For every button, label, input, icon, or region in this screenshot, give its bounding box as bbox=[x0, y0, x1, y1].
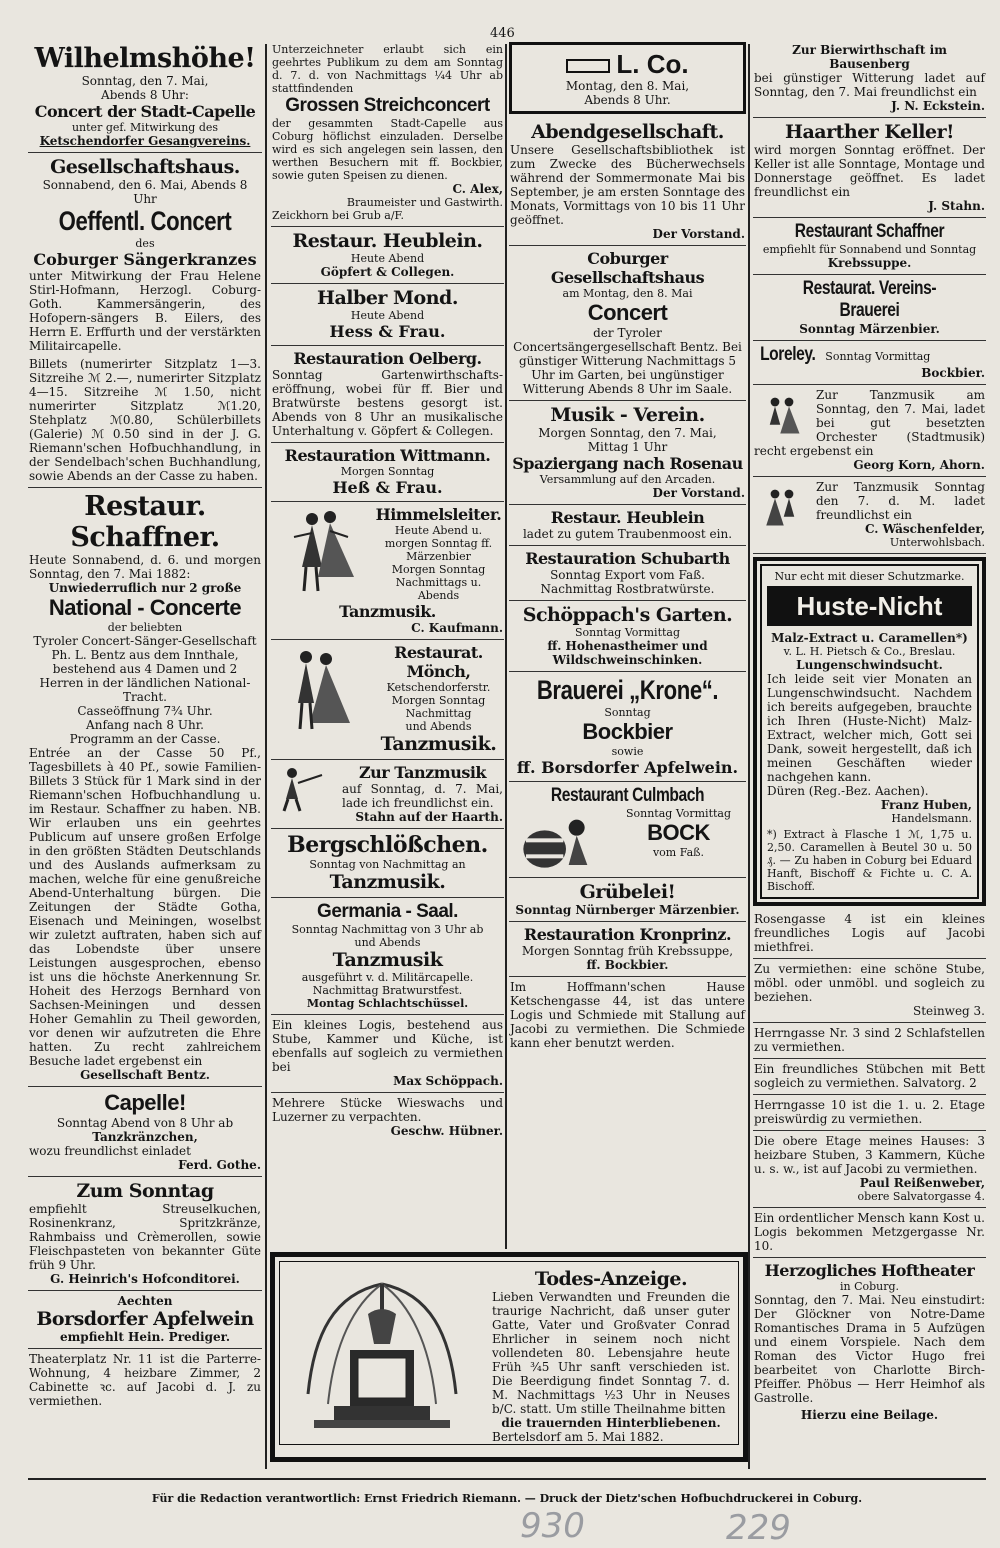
ad-text: Versammlung auf den Arcaden. bbox=[539, 473, 716, 486]
ad-body: Zu vermiethen: eine schöne Stube, möbl. oder unmöbl. und sogleich zu beziehen. bbox=[754, 962, 985, 1004]
notice-title: Todes-Anzeige. bbox=[534, 1268, 688, 1290]
ad-text: Abends 8 Uhr: bbox=[101, 88, 189, 102]
ad-text: Unterwohlsbach. bbox=[889, 536, 985, 549]
ad-haarther-keller bbox=[753, 118, 986, 218]
column-2 bbox=[271, 40, 504, 1247]
ad-headline: Tanzmusik. bbox=[329, 871, 446, 893]
ad-footnote: *) Extract à Flasche 1 ℳ, 1,75 u. 2,50. Caramellen à Beutel 30 u. 50 ₰. — Zu haben in Coburg bei Eduard Hanft, Bischoff & Fichte u. C. A. Bischoff. bbox=[767, 828, 972, 893]
ad-body: Entrée an der Casse 50 Pf., Tagesbillets à 40 Pf., sowie Familien-Billets 3 Stück für 1 Mark sind in der Riemann'schen Hofbuchhandlung u. im Restaur. Schaffner zu haben. NB. Wir erlauben uns ein geehrtes Publicum auf unsere großen Erfolge in den größten Städten Deutschlands und des Auslands aufmerksam zu machen, welche für eine genußreiche Abend-Unterhaltung bürgen. Die Zeitungen der Städte Gotha, Eisenach und Meiningen, woselbst wir zuletzt auftraten, haben sich auf das Lobendste über unsere Leistungen ausgesprochen, ebenso ist uns die höchste Anerkennung Sr. Hoheit des Herzogs Bernhard von Sachsen-Meiningen und dessen Hoher Gemahlin zu Theil geworden, vor denen wir aufzutreten die Ehre hatten. Zu recht zahlreichem Besuche ladet ergebenst ein bbox=[29, 746, 261, 1068]
ad-bergschloesschen bbox=[271, 829, 504, 898]
ad-streichconcert bbox=[271, 40, 504, 227]
ad-text: Casseöffnung 7¾ Uhr. bbox=[77, 704, 213, 718]
ad-capelle bbox=[28, 1087, 262, 1177]
ad-headline: Tanzmusik. bbox=[380, 733, 497, 755]
ad-text: vom Faß. bbox=[652, 846, 705, 859]
dancing-couple-illustration bbox=[754, 390, 810, 442]
ad-text: Morgen Sonntag Nachmittag bbox=[391, 694, 486, 720]
ad-text: Handelsmann. bbox=[891, 812, 972, 825]
ad-text: Programm an der Casse. bbox=[69, 732, 221, 746]
ad-text: Morgen Sonntag, den 7. Mai, bbox=[538, 426, 717, 440]
ad-text: Heute Sonnabend, d. 6. und morgen Sonntag, den 7. Mai 1882: bbox=[29, 553, 261, 581]
ad-signature: Gesellschaft Bentz. bbox=[80, 1068, 210, 1082]
ad-theaterplatz bbox=[28, 1349, 262, 1412]
ad-text: obere Salvatorgasse 4. bbox=[857, 1190, 985, 1203]
ad-restaurant-schaffner bbox=[753, 218, 986, 275]
ad-text: Sonntag Nachmittag von 3 Uhr ab bbox=[291, 923, 484, 936]
ad-title: Brauerei „Krone“. bbox=[536, 675, 719, 705]
ad-text: in Coburg. bbox=[839, 1280, 900, 1293]
ad-signature: Steinweg 3. bbox=[912, 1004, 985, 1018]
ad-text: v. L. H. Pietsch & Co., Breslau. bbox=[783, 645, 956, 658]
death-notice bbox=[270, 1252, 748, 1462]
ad-title: Coburger Gesellschaftshaus bbox=[550, 249, 705, 287]
page-number: 446 bbox=[490, 26, 515, 41]
ad-body: Mehrere Stücke Wieswachs und Luzerner zu verpachten. bbox=[272, 1096, 503, 1124]
ad-text: Hierzu eine Beilage. bbox=[800, 1408, 939, 1422]
ad-text: Tyroler Concert-Sänger-Gesellschaft Ph. L. Bentz aus dem Innthale, bestehend aus 4 Damen und 2 Herren in der ländlichen National-Tracht. bbox=[33, 634, 257, 704]
ad-text: ff. Bockbier. bbox=[586, 958, 669, 972]
ad-text: Ketschendorferstr. bbox=[386, 681, 491, 694]
ad-text: Mittag 1 Uhr bbox=[587, 440, 668, 454]
ad-loreley bbox=[753, 341, 986, 385]
notice-signature: die trauernden Hinterbliebenen. bbox=[501, 1416, 721, 1430]
ad-signature: Geschw. Hübner. bbox=[390, 1124, 503, 1138]
ad-text: Aechten bbox=[117, 1294, 173, 1308]
ad-text: Coburger Sängerkranzes bbox=[33, 250, 257, 269]
ad-text: ausgeführt v. d. Militärcapelle. bbox=[301, 971, 474, 984]
ad-body: Theaterplatz Nr. 11 ist die Parterre-Wohnung, 4 heizbare Zimmer, 2 Cabinette ꝛc. auf Jacobi d. J. zu vermiethen. bbox=[29, 1352, 261, 1408]
ad-obere-etage bbox=[753, 1131, 986, 1208]
notice-place-date: Bertelsdorf am 5. Mai 1882. bbox=[492, 1430, 664, 1444]
ad-text: Malz-Extract u. Caramellen*) bbox=[771, 631, 968, 645]
ad-body: Zur Tanzmusik Sonntag den 7. d. M. ladet freundlichst ein bbox=[816, 480, 985, 522]
ad-text: ff. Hohenastheimer und Wildschweinschinken. bbox=[547, 639, 708, 667]
ad-headline: Oeffentl. Concert bbox=[58, 206, 232, 236]
ad-text: unter gef. Mitwirkung des bbox=[71, 121, 219, 134]
ad-text: Braumeister und Gastwirth. bbox=[346, 196, 503, 209]
ad-zu-vermiethen-stube bbox=[753, 959, 986, 1023]
column-rule bbox=[505, 44, 507, 1249]
ad-title: Borsdorfer Apfelwein bbox=[36, 1308, 254, 1330]
ad-text: Sonntag Nürnberger Märzenbier. bbox=[515, 903, 740, 917]
ad-tanzmusik-korn bbox=[753, 385, 986, 477]
ad-l-co bbox=[509, 42, 746, 114]
ad-text: Sonntag Export vom Faß. bbox=[550, 568, 705, 582]
ad-text: Sonntag von Nachmittag an bbox=[309, 858, 466, 871]
ad-text: Sonntag bbox=[604, 706, 651, 719]
ad-signature: C. Alex, bbox=[452, 182, 503, 196]
ad-wilhelmshoehe bbox=[28, 40, 262, 153]
ad-schubarth bbox=[509, 546, 746, 601]
ad-text: Zeickhorn bei Grub a/F. bbox=[272, 209, 404, 222]
ad-text: wozu freundlichst einladet bbox=[29, 1144, 191, 1158]
ad-germania-saal bbox=[271, 898, 504, 1015]
ad-title: Zum Sonntag bbox=[76, 1180, 214, 1202]
ad-text: Nachmittag Bratwurstfest. bbox=[312, 984, 463, 997]
ad-headline: Concert bbox=[587, 300, 668, 325]
ad-title: Grossen Streichconcert bbox=[285, 95, 490, 116]
ad-body: Herrngasse Nr. 3 sind 2 Schlafstellen zu vermiethen. bbox=[754, 1026, 985, 1054]
ad-tanzmusik-waeschenfelder bbox=[753, 477, 986, 554]
dancing-couple-illustration bbox=[272, 507, 368, 595]
ad-headline: Bockbier bbox=[582, 719, 673, 744]
ad-text: Unterzeichneter erlaubt sich ein geehrtes Publikum zu dem am Sonntag d. 7. d. von Nachmittags ¼4 Uhr ab stattfindenden bbox=[272, 43, 503, 95]
ad-bierwirthschaft bbox=[753, 40, 986, 118]
ad-signature: C. Wäschenfelder, bbox=[864, 522, 985, 536]
ad-signature: Georg Korn, Ahorn. bbox=[853, 458, 985, 472]
ad-title: Restaur. Schaffner. bbox=[70, 491, 220, 553]
ad-text: Morgen Sonntag früh Krebssuppe, bbox=[521, 944, 734, 958]
ad-text: des bbox=[135, 237, 155, 250]
ad-headline: Spaziergang nach Rosenau bbox=[512, 454, 743, 473]
column-1 bbox=[28, 40, 262, 1465]
ad-heublein-traubenmoost bbox=[509, 505, 746, 546]
column-3 bbox=[509, 40, 746, 1247]
notice-body: Lieben Verwandten und Freunden die traurige Nachricht, daß unser guter Gatte, Vater und Großvater Conrad Ehrlicher in seinem noch nicht vollendeten 80. Lebensjahre heute Früh ¾5 Uhr sanft verschieden ist. Die Beerdigung findet Sonntag 7. d. M. Nachmittags ½3 Uhr in Neuses b/C. statt. Um stille Theilnahme bitten bbox=[492, 1290, 730, 1416]
dancing-couple-illustration bbox=[272, 645, 368, 733]
ad-musik-verein bbox=[509, 401, 746, 505]
ad-signature: Göpfert & Collegen. bbox=[320, 265, 455, 279]
ad-title: Zur Bierwirthschaft im Bausenberg bbox=[792, 43, 947, 71]
ad-text: Ketschendorfer Gesangvereins. bbox=[39, 134, 251, 148]
ad-rosengasse bbox=[753, 909, 986, 959]
ad-body: Unsere Gesellschaftsbibliothek ist zum Zwecke des Bücherwechsels während der Sommermonate Mai bis September, je am ersten Sonntage des Monats, Vormittags von 10 bis 11 Uhr geöffnet. bbox=[510, 143, 746, 227]
ad-text: Nachmittags u. Abends bbox=[395, 576, 482, 602]
column-4 bbox=[753, 40, 986, 1465]
ad-signature: Paul Reißenweber, bbox=[859, 1176, 985, 1190]
ad-oelberg bbox=[271, 346, 504, 443]
ad-text: sowie bbox=[611, 745, 644, 758]
ad-title: Musik - Verein. bbox=[550, 404, 705, 426]
ad-title: Restaurant Culmbach bbox=[550, 785, 705, 806]
ad-body: empfiehlt Streuselkuchen, Rosinenkranz, Spritzkränze, Rahmbaiss und Crèmerollen, sowie Fleischpasteten von bekannter Güte früh 9 Uhr. bbox=[29, 1202, 261, 1272]
ad-text: und Abends bbox=[405, 720, 472, 733]
ad-title: Restaurat. Mönch, bbox=[394, 643, 483, 681]
ad-body: Ein ordentlicher Mensch kann Kost u. Logis bekommen Metzgergasse Nr. 10. bbox=[754, 1211, 985, 1253]
ad-title: Restaur. Heublein bbox=[550, 508, 705, 527]
ad-huste-nicht bbox=[753, 557, 986, 906]
ad-headline: BOCK bbox=[647, 820, 710, 845]
ad-title: Gesellschaftshaus. bbox=[50, 156, 240, 178]
ad-schoeppachs-garten bbox=[509, 601, 746, 672]
ad-headline: Tanzmusik bbox=[332, 949, 443, 971]
ad-body: Billets (numerirter Sitzplatz 1—3. Sitzreihe ℳ 2.—, numerirter Sitzplatz 4—15. Sitzreihe ℳ 1.50, nicht numerirter Sitzplatz ℳ1.20, Stehplatz ℳ0.80, Schülerbillets (Galerie) ℳ 0.50 sind in der J. G. Riemann'schen Hofbuchhandlung, in der Sendelbach'schen Buchhandlung, sowie Abends an der Casse zu haben. bbox=[29, 357, 261, 483]
ad-body: Im Hoffmann'schen Hause Ketschengasse 44, ist das untere Logis und Schmiede mit Stallung auf Jacobi zu vermiethen. Die Schmiede kann eher benutzt werden. bbox=[510, 980, 745, 1050]
ad-wieswachs bbox=[271, 1093, 504, 1142]
ad-kost-logis bbox=[753, 1208, 986, 1258]
ad-text: Nur echt mit dieser Schutzmarke. bbox=[774, 570, 965, 583]
ad-text: Heute Abend bbox=[350, 309, 425, 322]
ad-title: Germania - Saal. bbox=[317, 901, 458, 922]
emblem-icon bbox=[566, 59, 610, 73]
ad-signature: J. N. Eckstein. bbox=[891, 99, 985, 113]
ad-moench bbox=[271, 640, 504, 760]
ad-body: Rosengasse 4 ist ein kleines freundliches Logis auf Jacobi miethfrei. bbox=[754, 912, 985, 954]
ad-text: Düren (Reg.-Bez. Aachen). bbox=[767, 784, 929, 798]
ad-title: Restaurant Schaffner bbox=[794, 221, 945, 242]
ad-title: Halber Mond. bbox=[317, 287, 458, 309]
ad-wittmann bbox=[271, 443, 504, 502]
ad-title: Restauration Wittmann. bbox=[284, 446, 491, 465]
ad-text: Sonntag Abend von 8 Uhr ab bbox=[56, 1116, 234, 1130]
ad-title: Loreley. bbox=[760, 344, 816, 365]
ad-coburger-gesellschaftshaus bbox=[509, 246, 746, 401]
ad-text: Sonntag Vormittag bbox=[625, 807, 732, 820]
ad-body: Zur Tanzmusik am Sonntag, den 7. Mai, ladet bei gut besetzten Orchester (Stadtmusik) recht ergebenst ein bbox=[754, 388, 985, 458]
ad-body: der gesammten Stadt-Capelle aus Coburg höflichst einzuladen. Derselbe wird es sich angelegen sein lassen, den werthen Besuchern mit ff. Bockbier, sowie guten Speisen zu dienen. bbox=[272, 117, 503, 182]
ad-hoftheater bbox=[753, 1258, 986, 1426]
ad-signature: Heß & Frau. bbox=[332, 478, 443, 497]
ad-text: am Montag, den 8. Mai bbox=[562, 287, 693, 300]
ad-restaur-schaffner bbox=[28, 488, 262, 1087]
ad-title: Zur Tanzmusik bbox=[358, 763, 486, 782]
ad-culmbach bbox=[509, 782, 746, 878]
ad-body: Ein kleines Logis, bestehend aus Stube, Kammer und Küche, ist ebenfalls auf sogleich zu vermiethen bei bbox=[272, 1018, 503, 1074]
ad-apfelwein bbox=[28, 1291, 262, 1349]
ad-body: Sonntag Gartenwirthschafts-eröffnung, wobei für ff. Bier und Bratwürste bestens gesorgt ist. Abends von 8 Uhr an musikalische Unterhaltung v. Göpfert & Collegen. bbox=[272, 368, 503, 438]
trademark-banner: Huste-Nicht bbox=[767, 586, 972, 626]
ad-signature: Der Vorstand. bbox=[652, 486, 745, 500]
ad-text: Abends 8 Uhr. bbox=[584, 93, 671, 107]
ad-body: Ein freundliches Stübchen mit Bett sogleich zu vermiethen. Salvatorg. 2 bbox=[754, 1062, 985, 1090]
ad-text: und Abends bbox=[354, 936, 421, 949]
ad-title: Schöppach's Garten. bbox=[522, 604, 733, 626]
handwritten-number: 229 bbox=[726, 1508, 791, 1548]
ad-title: Herzogliches Hoftheater bbox=[764, 1261, 975, 1280]
ad-title: Capelle! bbox=[104, 1090, 186, 1115]
ad-signature: G. Heinrich's Hofconditorei. bbox=[50, 1272, 240, 1286]
ad-title: Restauration Oelberg. bbox=[293, 349, 482, 368]
ad-text: Sonntag Märzenbier. bbox=[799, 322, 940, 336]
ad-text: Sonnabend, den 6. Mai, Abends 8 Uhr bbox=[42, 178, 248, 206]
ad-body: wird morgen Sonntag eröffnet. Der Keller ist alle Sonntage, Montage und Donnerstage geöffnet. Es ladet freundlichst ein bbox=[754, 143, 985, 199]
ad-text: Krebssuppe. bbox=[827, 256, 912, 270]
ad-body: Ich leide seit vier Monaten an Lungenschwindsucht. Nachdem ich bereits aufgegeben, brauchte ich Ihren (Huste-Nicht) Malz-Extract, welcher mich, Gott sei Dank, soweit hergestellt, daß ich meinen Geschäften wieder nachgehen kann. bbox=[767, 672, 972, 784]
ad-signature: J. Stahn. bbox=[928, 199, 985, 213]
ad-body: Sonntag, den 7. Mai. Neu einstudirt: Der Glöckner von Notre-Dame Romantisches Drama in 5 Aufzügen und einem Vorspiele. Nach dem Roman des Victor Hugo frei bearbeitet von Charlotte Birch-Pfeiffer. Phöbus — Herr Heimhof als Gastrolle. bbox=[754, 1293, 985, 1405]
column-rule bbox=[265, 44, 267, 1469]
ad-title: L. Co. bbox=[616, 49, 689, 79]
ad-title: Abendgesellschaft. bbox=[531, 121, 724, 143]
ad-text: ff. Borsdorfer Apfelwein. bbox=[516, 758, 739, 777]
ad-text: empfiehlt für Sonnabend und Sonntag bbox=[762, 243, 977, 256]
ad-headline: Tanzmusik. bbox=[339, 602, 436, 621]
ad-title: Himmelsleiter. bbox=[375, 505, 502, 524]
ad-text: Montag Schlachtschüssel. bbox=[306, 997, 469, 1010]
ad-text: Montag, den 8. Mai, bbox=[565, 79, 690, 93]
ad-abendgesellschaft bbox=[509, 118, 746, 246]
ad-title: Haarther Keller! bbox=[785, 121, 954, 143]
ad-signature: C. Kaufmann. bbox=[411, 621, 503, 635]
ad-headline: Concert der Stadt-Capelle bbox=[34, 102, 256, 121]
ad-zum-sonntag bbox=[28, 1177, 262, 1291]
ad-brauerei-krone bbox=[509, 672, 746, 782]
ad-title: Bergschlößchen. bbox=[287, 832, 488, 858]
ad-hoffmann-haus bbox=[509, 977, 746, 1054]
ad-gesellschaftshaus bbox=[28, 153, 262, 488]
ad-herrngasse-10 bbox=[753, 1095, 986, 1131]
ad-text: Lungenschwindsucht. bbox=[796, 658, 943, 672]
ad-himmelsleiter bbox=[271, 502, 504, 640]
ad-body: Herrngasse 10 ist die 1. u. 2. Etage preiswürdig zu vermiethen. bbox=[754, 1098, 985, 1126]
ad-text: ladet zu gutem Traubenmoost ein. bbox=[522, 527, 733, 541]
ad-title: Grübelei! bbox=[579, 881, 676, 903]
ad-text: Morgen Sonntag bbox=[340, 465, 435, 478]
ad-title: Restauration Kronprinz. bbox=[523, 925, 732, 944]
beer-barrel-illustration bbox=[510, 809, 606, 873]
ad-body: bei günstiger Witterung ladet auf Sonntag, den 7. Mai freundlichst ein bbox=[754, 71, 985, 99]
ad-text: Heute Abend bbox=[350, 252, 425, 265]
ad-signature: Franz Huben, bbox=[880, 798, 972, 812]
ad-text: Anfang nach 8 Uhr. bbox=[86, 718, 204, 732]
ad-text: Tanzkränzchen, bbox=[92, 1130, 198, 1144]
ad-vereins-brauerei bbox=[753, 275, 986, 341]
footer-rule bbox=[28, 1478, 986, 1480]
ad-herrngasse-3 bbox=[753, 1023, 986, 1059]
column-rule bbox=[748, 44, 750, 1469]
musician-illustration bbox=[272, 765, 336, 813]
ad-signature: Ferd. Gothe. bbox=[178, 1158, 261, 1172]
ad-text: Sonntag, den 7. Mai, bbox=[81, 74, 209, 88]
ad-title: Restaur. Heublein. bbox=[292, 230, 483, 252]
ad-body: auf Sonntag, d. 7. Mai, lade ich freundlichst ein. bbox=[342, 782, 503, 810]
ad-text: Unwiederruflich nur 2 große bbox=[48, 581, 242, 595]
ad-stuebchen bbox=[753, 1059, 986, 1095]
ad-restaur-heublein bbox=[271, 227, 504, 284]
ad-headline: National - Concerte bbox=[48, 595, 242, 620]
ad-signature: Max Schöppach. bbox=[393, 1074, 503, 1088]
ad-signature: Der Vorstand. bbox=[652, 227, 745, 241]
ad-title: Wilhelmshöhe! bbox=[34, 43, 256, 74]
ad-signature: Hess & Frau. bbox=[329, 322, 446, 341]
ad-text: Bockbier. bbox=[921, 366, 985, 380]
imprint-footer: Für die Redaction verantwortlich: Ernst Friedrich Riemann. — Druck der Dietz'schen Hofbuchdruckerei in Coburg. bbox=[151, 1492, 863, 1505]
ad-gruebelei bbox=[509, 878, 746, 922]
ad-text: Sonntag Vormittag bbox=[574, 626, 681, 639]
ad-title: Restauration Schubarth bbox=[525, 549, 730, 568]
ad-title: Restaurat. Vereins-Brauerei bbox=[802, 278, 937, 321]
ad-signature: Stahn auf der Haarth. bbox=[355, 810, 503, 824]
ad-kleines-logis bbox=[271, 1015, 504, 1093]
ad-body: der Tyroler Concertsängergesellschaft Bentz. Bei günstiger Witterung Nachmittags 5 Uhr im Garten, bei ungünstiger Witterung Abends 8 Uhr im Saale. bbox=[513, 326, 742, 396]
ad-zur-tanzmusik bbox=[271, 760, 504, 829]
ad-signature: empfiehlt Hein. Prediger. bbox=[59, 1330, 231, 1344]
dancing-couple-illustration bbox=[754, 482, 810, 534]
ad-text: Nachmittag Rostbratwürste. bbox=[540, 582, 715, 596]
ad-body: unter Mitwirkung der Frau Helene Stirl-Hofmann, Herzogl. Coburg-Goth. Kammersängerin, des Hofopern-sängers B. Eilers, des Herrn E. Erffurth und der verstärkten Militaircapelle. bbox=[29, 269, 261, 353]
ad-halber-mond bbox=[271, 284, 504, 346]
ad-text: der beliebten bbox=[107, 621, 183, 634]
weeping-willow-monument-illustration bbox=[294, 1274, 470, 1434]
ad-text: Morgen Sonntag bbox=[391, 563, 486, 576]
ad-text: Sonntag Vormittag bbox=[825, 350, 931, 363]
ad-kronprinz bbox=[509, 922, 746, 977]
ad-body: Die obere Etage meines Hauses: 3 heizbare Stuben, 3 Kammern, Küche u. s. w., ist auf Jacobi zu vermiethen. bbox=[754, 1134, 985, 1176]
handwritten-number: 930 bbox=[520, 1506, 585, 1546]
ad-text: Heute Abend u. morgen Sonntag ff. Märzenbier bbox=[384, 524, 493, 563]
